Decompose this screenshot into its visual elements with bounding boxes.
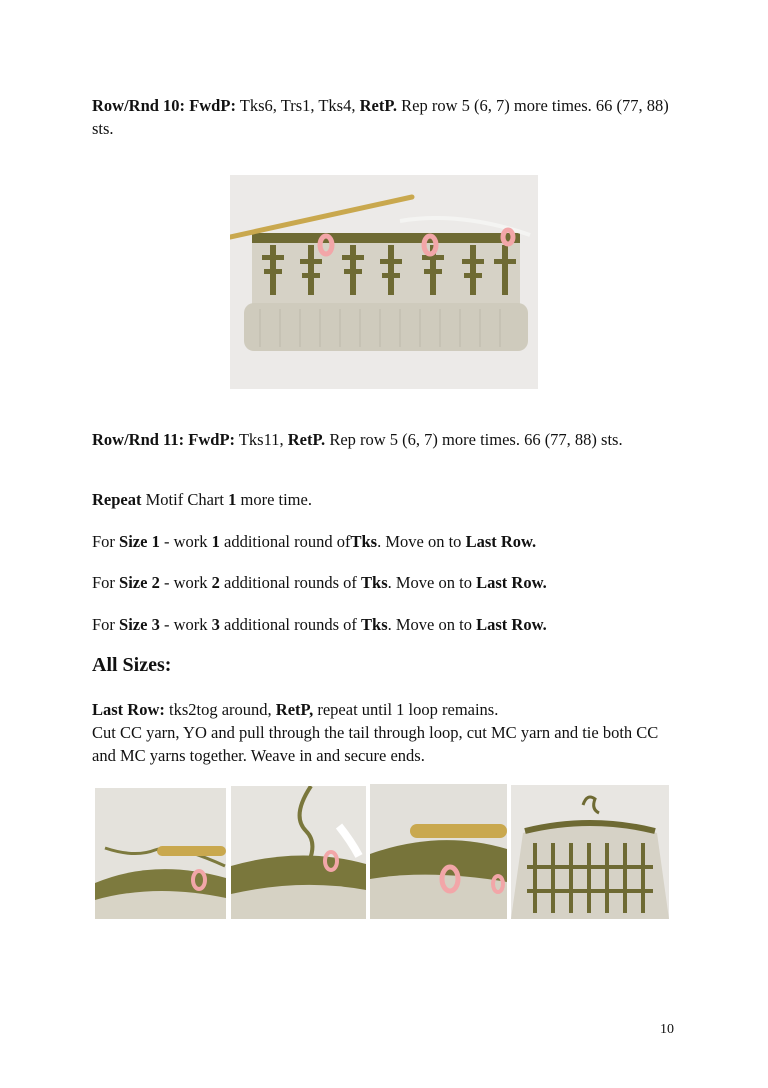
size2-instruction: For Size 2 - work 2 additional rounds of Tks. Move on to Last Row. (92, 573, 547, 592)
page-number: 10 (660, 1022, 674, 1037)
finishing-photo-4 (511, 785, 669, 919)
last-row-instruction: Last Row: tks2tog around, RetP, repeat until 1 loop remains. Cut CC yarn, YO and pull through the tail through loop, cut MC yarn and tie both CC and MC yarns together. Weave in and secure ends. (92, 700, 659, 765)
repeat-instruction: Repeat Motif Chart 1 more time. (92, 490, 312, 509)
row10-instruction: Row/Rnd 10: FwdP: Tks6, Trs1, Tks4, RetP. Rep row 5 (6, 7) more times. 66 (77, 88) sts. (92, 96, 669, 138)
finishing-photo-1 (95, 788, 226, 919)
size1-instruction: For Size 1 - work 1 additional round ofTks. Move on to Last Row. (92, 532, 537, 551)
all-sizes-heading: All Sizes: (92, 654, 172, 676)
row11-instruction: Row/Rnd 11: FwdP: Tks11, RetP. Rep row 5 (6, 7) more times. 66 (77, 88) sts. (92, 430, 623, 449)
size3-instruction: For Size 3 - work 3 additional rounds of Tks. Move on to Last Row. (92, 615, 547, 634)
finishing-photo-2 (231, 786, 366, 919)
swatch-photo (230, 175, 538, 389)
finishing-photo-3 (370, 784, 507, 919)
